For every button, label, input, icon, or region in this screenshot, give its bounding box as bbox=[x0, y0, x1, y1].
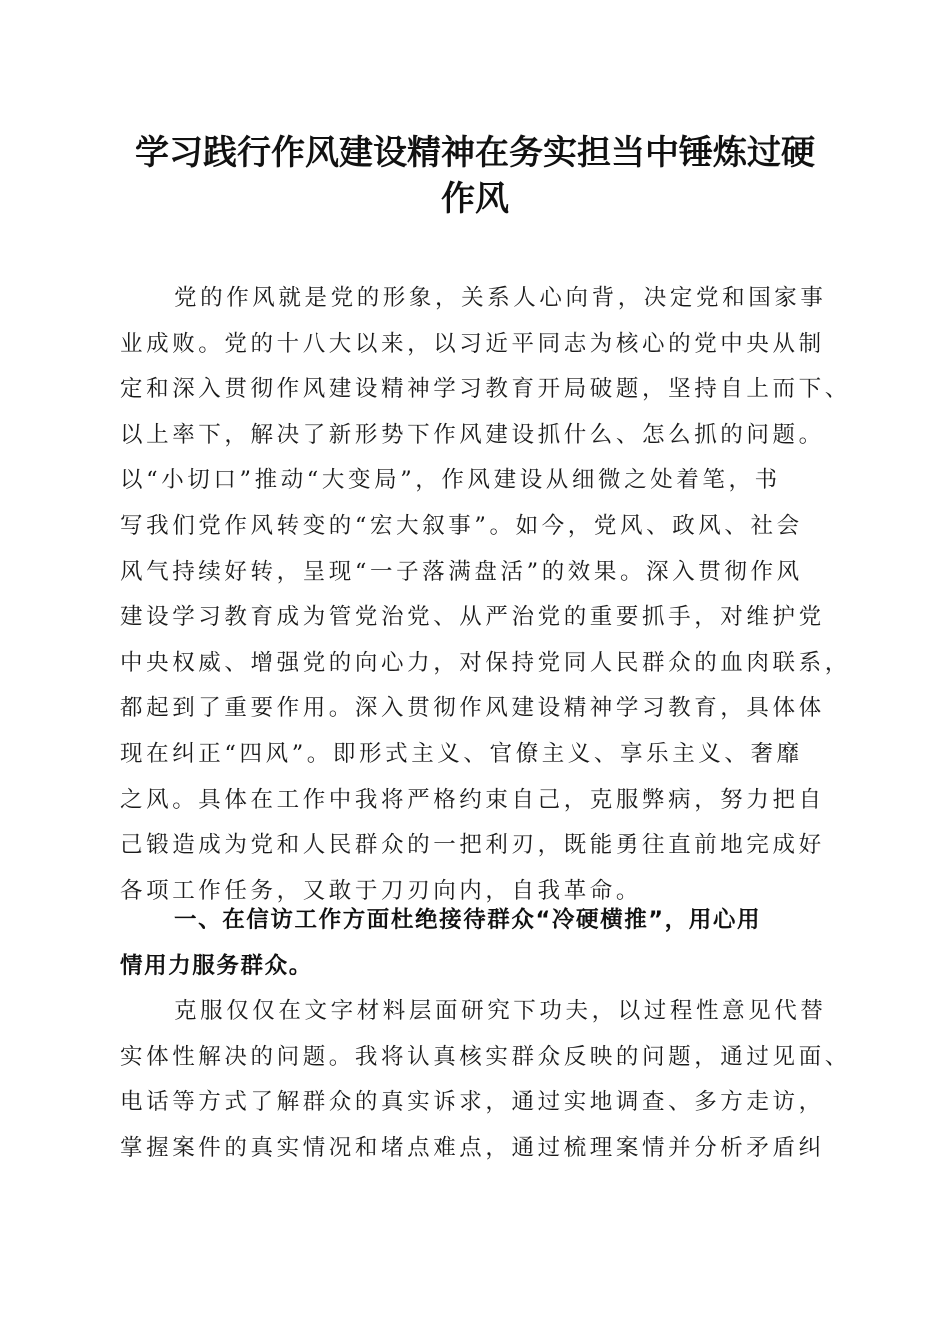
paragraph-line: 党的作风就是党的形象，关系人心向背，决定党和国家事 bbox=[174, 285, 827, 311]
paragraph-line: 各项工作任务，又敢于刀刃向内，自我革命。 bbox=[120, 877, 643, 904]
title-line-1: 学习践行作风建设精神在务实担当中锤炼过硬 bbox=[135, 133, 815, 173]
heading-line: 一、在信访工作方面杜绝接待群众“冷硬横推”，用心用 bbox=[174, 907, 762, 933]
paragraph-line: 以上率下，解决了新形势下作风建设抓什么、怎么抓的问题。 bbox=[120, 421, 825, 448]
paragraph-line: 实体性解决的问题。我将认真核实群众反映的问题，通过见面、 bbox=[120, 1043, 851, 1070]
section-heading-1 bbox=[120, 898, 840, 989]
document-title bbox=[100, 130, 850, 222]
paragraph-line: 业成败。党的十八大以来，以习近平同志为核心的党中央从制 bbox=[120, 330, 825, 357]
heading-line: 情用力服务群众。 bbox=[120, 952, 313, 979]
paragraph-line: 建设学习教育成为管党治党、从严治党的重要抓手，对维护党 bbox=[120, 604, 825, 631]
paragraph-line: 以“小切口”推动“大变局”，作风建设从细微之处着笔，书 bbox=[120, 467, 781, 494]
title-line-2: 作风 bbox=[441, 179, 509, 219]
paragraph-line: 掌握案件的真实情况和堵点难点，通过梳理案情并分析矛盾纠 bbox=[120, 1134, 825, 1161]
paragraph-line: 写我们党作风转变的“宏大叙事”。如今，党风、政风、社会 bbox=[120, 512, 803, 539]
paragraph-line: 都起到了重要作用。深入贯彻作风建设精神学习教育，具体体 bbox=[120, 695, 825, 722]
paragraph-line: 中央权威、增强党的向心力，对保持党同人民群众的血肉联系， bbox=[120, 649, 851, 676]
intro-paragraph bbox=[120, 276, 851, 914]
paragraph-line: 克服仅仅在文字材料层面研究下功夫，以过程性意见代替 bbox=[174, 998, 827, 1024]
paragraph-line: 之风。具体在工作中我将严格约束自己，克服弊病，努力把自 bbox=[120, 786, 825, 813]
section-paragraph-1 bbox=[120, 989, 851, 1171]
paragraph-line: 己锻造成为党和人民群众的一把利刃，既能勇往直前地完成好 bbox=[120, 832, 825, 859]
paragraph-line: 电话等方式了解群众的真实诉求，通过实地调查、多方走访， bbox=[120, 1089, 825, 1116]
paragraph-line: 定和深入贯彻作风建设精神学习教育开局破题，坚持自上而下、 bbox=[120, 376, 851, 403]
paragraph-line: 现在纠正“四风”。即形式主义、官僚主义、享乐主义、奢靡 bbox=[120, 740, 803, 767]
paragraph-line: 风气持续好转，呈现“一子落满盘活”的效果。深入贯彻作风 bbox=[120, 558, 803, 585]
